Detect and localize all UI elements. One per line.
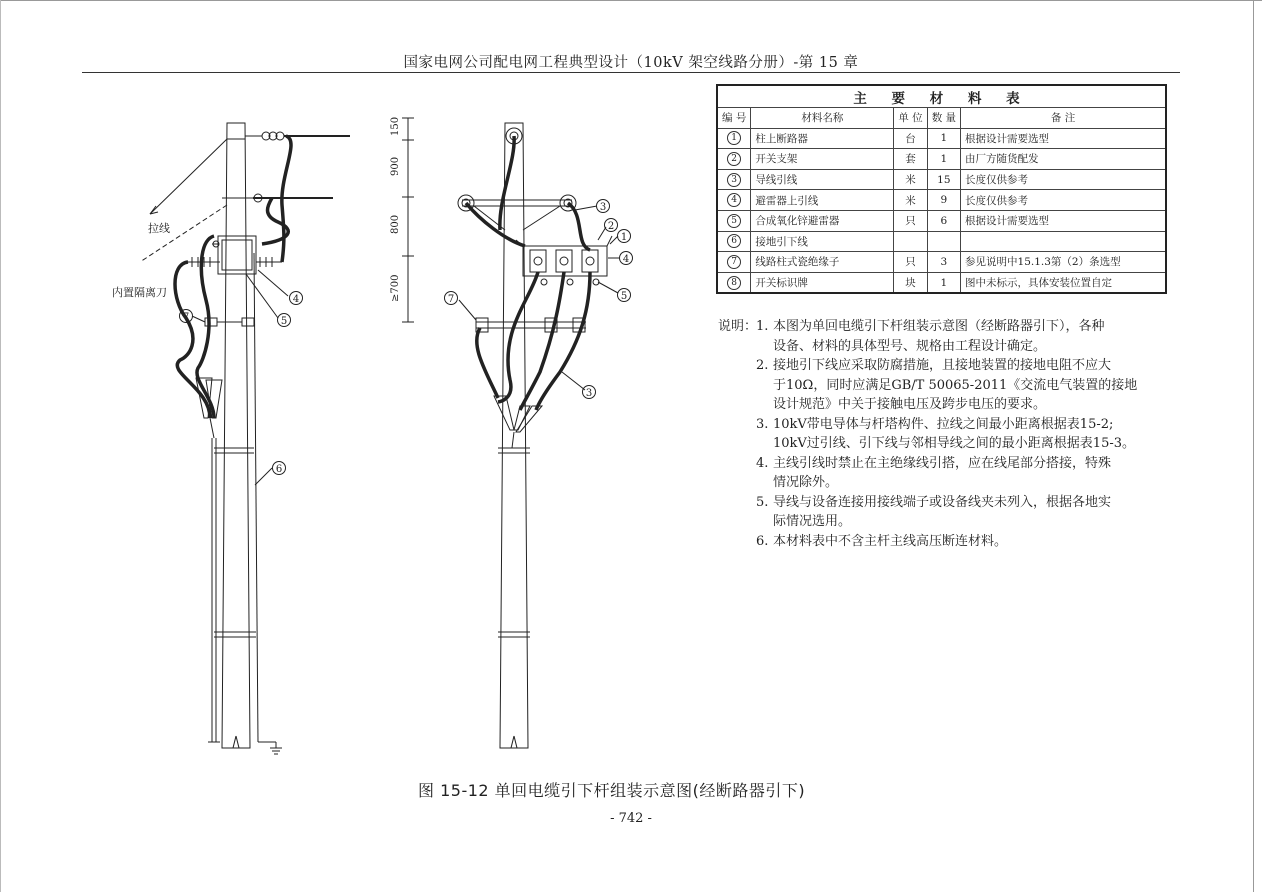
callout-left-5: 5 — [280, 316, 288, 327]
row-note: 图中未标示，具体安装位置自定 — [961, 272, 1167, 293]
callout-right-3b: 3 — [585, 388, 593, 399]
table-title: 主 要 材 料 表 — [717, 85, 1166, 108]
callout-left-6: 6 — [275, 464, 283, 475]
callout-left-4: 4 — [292, 294, 300, 305]
note-item — [718, 317, 1158, 356]
row-qty: 3 — [927, 252, 960, 273]
row-unit: 套 — [894, 149, 927, 170]
row-unit — [894, 231, 927, 252]
note-number: 1. — [756, 319, 769, 334]
callout-right-3a: 3 — [599, 202, 607, 213]
row-name: 开关支架 — [751, 149, 894, 170]
note-number: 3. — [756, 416, 769, 432]
left-cable — [208, 438, 220, 742]
row-name: 开关标识牌 — [751, 272, 894, 293]
table-row — [717, 149, 1166, 170]
callout-left-7: 7 — [182, 312, 190, 323]
page-header-title: 国家电网公司配电网工程典型设计（10kV 架空线路分册）-第 15 章 — [403, 55, 859, 71]
right-leads — [466, 136, 593, 410]
note-line: 本材料表中不含主杆主线高压断连材料。 — [773, 533, 1008, 549]
dim-150: 150 — [390, 116, 401, 136]
row-no — [717, 210, 751, 231]
header-unit: 单 位 — [894, 108, 927, 129]
dim-800: 800 — [390, 214, 401, 234]
note-item — [718, 493, 1158, 532]
callout-right-5: 5 — [620, 291, 628, 302]
row-note: 根据设计需要选型 — [961, 128, 1167, 149]
page-number: - 742 - — [610, 811, 652, 826]
note-item — [718, 532, 1158, 552]
note-number: 4. — [756, 455, 769, 471]
row-unit: 块 — [894, 272, 927, 293]
figure-caption: 图 15-12 单回电缆引下杆组装示意图(经断路器引下) — [418, 781, 806, 800]
dim-700: ≥700 — [390, 274, 401, 302]
row-qty: 6 — [927, 210, 960, 231]
table-row — [717, 210, 1166, 231]
row-note: 长度仅供参考 — [961, 169, 1167, 190]
note-line: 接地引下线应采取防腐措施，且接地装置的接地电阻不应大 — [773, 358, 1112, 373]
row-qty — [927, 231, 960, 252]
note-line: 设备、材料的具体型号、规格由工程设计确定。 — [773, 338, 1047, 354]
item-number-circle: 5 — [727, 214, 741, 228]
note-line: 导线与设备连接用接线端子或设备线夹未列入，根据各地实 — [773, 494, 1112, 510]
table-row — [717, 190, 1166, 211]
note-line: 主线引线时禁止在主绝缘线引搭，应在线尾部分搭接，特殊 — [773, 455, 1112, 471]
header-qty: 数 量 — [927, 108, 960, 129]
right-terminations — [494, 396, 542, 448]
header-note: 备 注 — [961, 108, 1167, 129]
row-no — [717, 128, 751, 149]
row-no — [717, 169, 751, 190]
row-note: 长度仅供参考 — [961, 190, 1167, 211]
table-row — [717, 169, 1166, 190]
callout-right-4: 4 — [622, 254, 630, 265]
callout-right-7: 7 — [447, 294, 455, 305]
notes-section — [718, 317, 1158, 551]
label-guy-wire: 拉线 — [148, 222, 170, 235]
row-qty: 1 — [927, 149, 960, 170]
row-name: 导线引线 — [751, 169, 894, 190]
table-row — [717, 128, 1166, 149]
note-number: 2. — [756, 358, 769, 373]
dim-900: 900 — [390, 156, 401, 176]
left-text-labels — [112, 221, 170, 299]
item-number-circle: 7 — [727, 255, 741, 269]
table-row — [717, 272, 1166, 293]
item-number-circle: 4 — [727, 193, 741, 207]
item-number-circle: 2 — [727, 152, 741, 166]
row-note: 参见说明中15.1.3第（2）条选型 — [961, 252, 1167, 273]
note-item — [718, 415, 1158, 454]
note-number: 5. — [756, 494, 769, 510]
left-pole — [214, 123, 256, 748]
header-name: 材料名称 — [751, 108, 894, 129]
left-breaker — [212, 236, 256, 274]
note-item — [718, 454, 1158, 493]
row-qty: 1 — [927, 128, 960, 149]
row-note: 根据设计需要选型 — [961, 210, 1167, 231]
row-no — [717, 231, 751, 252]
row-name: 接地引下线 — [751, 231, 894, 252]
row-name: 避雷器上引线 — [751, 190, 894, 211]
row-qty: 9 — [927, 190, 960, 211]
left-dimension-texts — [390, 117, 401, 302]
note-line: 于10Ω，同时应满足GB/T 50065-2011《交流电气装置的接地 — [773, 377, 1138, 393]
row-qty: 1 — [927, 272, 960, 293]
note-item — [718, 356, 1158, 415]
left-terminations — [196, 378, 222, 438]
row-name: 合成氧化锌避雷器 — [751, 210, 894, 231]
note-line: 10kV带电导体与杆塔构件、拉线之间最小距离根据表15-2; — [773, 416, 1114, 432]
left-ground-wire — [254, 253, 282, 754]
label-built-in-switch: 内置隔离刀 — [112, 286, 167, 299]
note-line: 本图为单回电缆引下杆组装示意图（经断路器引下），各种 — [773, 319, 1105, 334]
callout-right-2: 2 — [607, 221, 615, 232]
callout-right-1: 1 — [620, 232, 628, 243]
header-no: 编 号 — [717, 108, 751, 129]
note-line: 情况除外。 — [773, 475, 839, 490]
note-line: 际情况选用。 — [773, 514, 852, 529]
row-no — [717, 272, 751, 293]
row-qty: 15 — [927, 169, 960, 190]
row-note: 由厂方随货配发 — [961, 149, 1167, 170]
notes-lead: 说明： — [718, 319, 758, 334]
item-number-circle: 1 — [727, 131, 741, 145]
left-dimensions — [402, 118, 414, 322]
item-number-circle: 6 — [727, 234, 741, 248]
item-number-circle: 8 — [727, 276, 741, 290]
left-leads — [175, 136, 291, 418]
note-line: 设计规范》中关于接触电压及跨步电压的要求。 — [773, 397, 1047, 412]
table-header-row — [717, 108, 1166, 129]
table-row — [717, 231, 1166, 252]
item-number-circle: 3 — [727, 173, 741, 187]
row-unit: 米 — [894, 190, 927, 211]
row-unit: 只 — [894, 252, 927, 273]
row-no — [717, 149, 751, 170]
row-no — [717, 252, 751, 273]
note-line: 10kV过引线、引下线与邻相导线之间的最小距离根据表15-3。 — [773, 436, 1136, 451]
right-lower-crossarm — [476, 318, 586, 332]
table-row — [717, 252, 1166, 273]
row-name: 柱上断路器 — [751, 128, 894, 149]
row-unit: 米 — [894, 169, 927, 190]
row-note — [961, 231, 1167, 252]
row-unit: 只 — [894, 210, 927, 231]
row-no — [717, 190, 751, 211]
row-name: 线路柱式瓷绝缘子 — [751, 252, 894, 273]
row-unit: 台 — [894, 128, 927, 149]
materials-table — [716, 84, 1167, 294]
note-number: 6. — [756, 533, 769, 549]
